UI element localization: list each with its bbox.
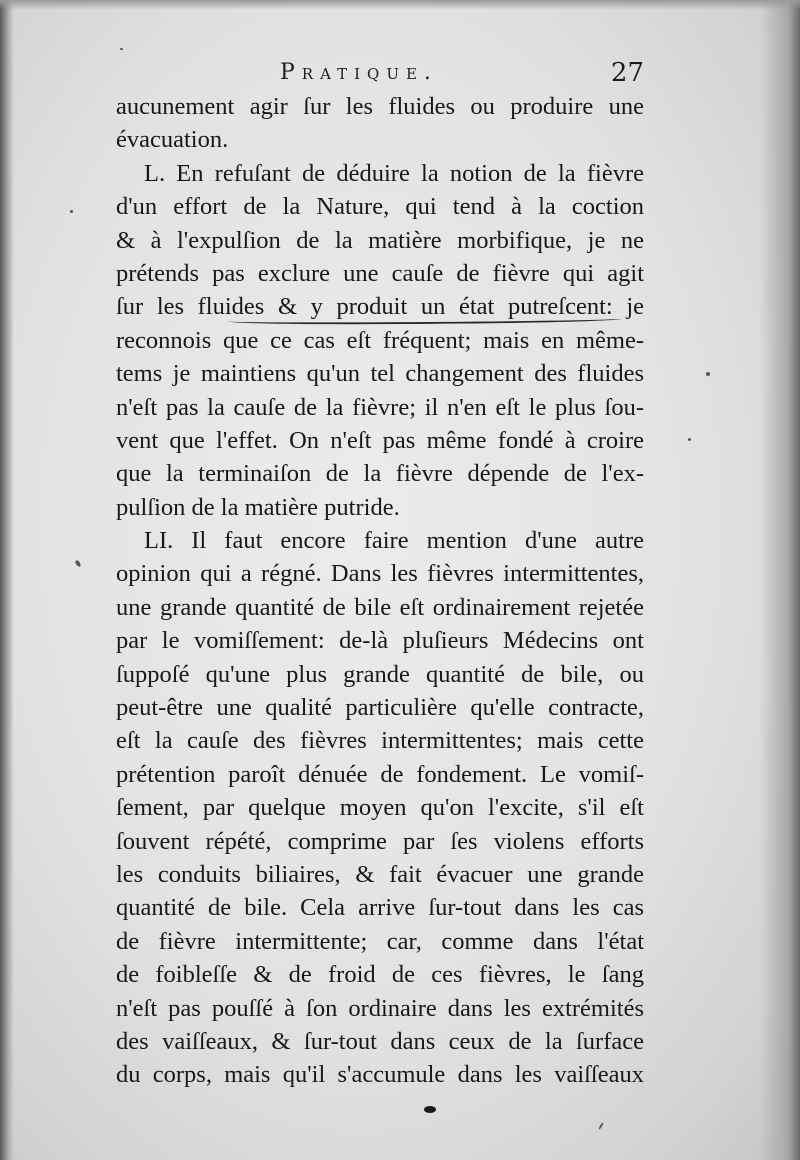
text-line: ſur les fluides & y produit un état putreſcent: je	[116, 293, 644, 321]
text-line: reconnois que ce cas eſt fréquent; mais en même-	[116, 326, 644, 354]
text-line: que la terminaiſon de la fièvre dépende de l'ex-	[116, 460, 644, 488]
text-line: par le vomiſſement: de-là pluſieurs Médecins ont	[116, 627, 644, 655]
paper-speck	[598, 1122, 604, 1130]
text-line: les conduits biliaires, & fait évacuer une grande	[116, 860, 644, 888]
page-gutter-shadow	[0, 0, 14, 1160]
text-line: vent que l'effet. On n'eſt pas même fondé à croire	[116, 426, 644, 454]
text-line: ſement, par quelque moyen qu'on l'excite, s'il eſt	[116, 794, 644, 822]
text-line: d'un effort de la Nature, qui tend à la coction	[116, 193, 644, 221]
text-line: pulſion de la matière putride.	[116, 493, 400, 521]
text-line: ſuppoſé qu'une plus grande quantité de bile, ou	[116, 660, 644, 688]
text-line: peut-être une qualité particulière qu'elle contracte,	[116, 694, 644, 722]
text-line: & à l'expulſion de la matière morbifique, je ne	[116, 226, 644, 254]
page-top-shadow	[0, 0, 800, 10]
page-number: 27	[610, 58, 644, 88]
text-line: de fièvre intermittente; car, comme dans l'état	[116, 927, 644, 955]
paragraph-start-line: L. En refuſant de déduire la notion de la fièvre	[144, 159, 644, 187]
text-line: prétends pas exclure une cauſe de fièvre qui agit	[116, 259, 644, 287]
text-line: ſouvent répété, comprime par ſes violens efforts	[116, 827, 644, 855]
text-line: prétention paroît dénuée de fondement. Le vomiſ-	[116, 760, 644, 788]
text-line: aucunement agir ſur les fluides ou produire une	[116, 93, 644, 120]
text-line: eſt la cauſe des fièvres intermittentes; mais cette	[116, 727, 644, 755]
text-line: n'eſt pas la cauſe de la fièvre; il n'en eſt le plus ſou-	[116, 393, 644, 421]
text-line: n'eſt pas pouſſé à ſon ordinaire dans les extrémités	[116, 994, 644, 1022]
text-line: évacuation.	[116, 126, 229, 154]
text-line: de foibleſſe & de froid de ces fièvres, le ſang	[116, 961, 644, 989]
paper-speck	[70, 210, 73, 213]
paragraph-start-line: LI. Il faut encore faire mention d'une autre	[144, 527, 644, 555]
paper-speck	[74, 559, 81, 567]
page-edge-shadow	[760, 0, 800, 1160]
text-line: des vaiſſeaux, & ſur-tout dans ceux de la ſurface	[116, 1027, 644, 1055]
text-line: tems je maintiens qu'un tel changement des fluides	[116, 360, 644, 388]
text-line: du corps, mais qu'il s'accumule dans les vaiſſeaux	[116, 1061, 644, 1089]
text-line: opinion qui a régné. Dans les fièvres intermittentes,	[116, 560, 644, 588]
running-title: Pratique.	[280, 60, 438, 85]
paper-speck	[706, 372, 710, 376]
text-line: quantité de bile. Cela arrive ſur-tout dans les cas	[116, 894, 644, 922]
paper-speck	[688, 438, 691, 441]
ornament-dot	[424, 1106, 436, 1113]
paper-speck	[120, 48, 123, 50]
text-line: une grande quantité de bile eſt ordinairement rejetée	[116, 593, 644, 621]
body-text	[116, 90, 644, 1092]
